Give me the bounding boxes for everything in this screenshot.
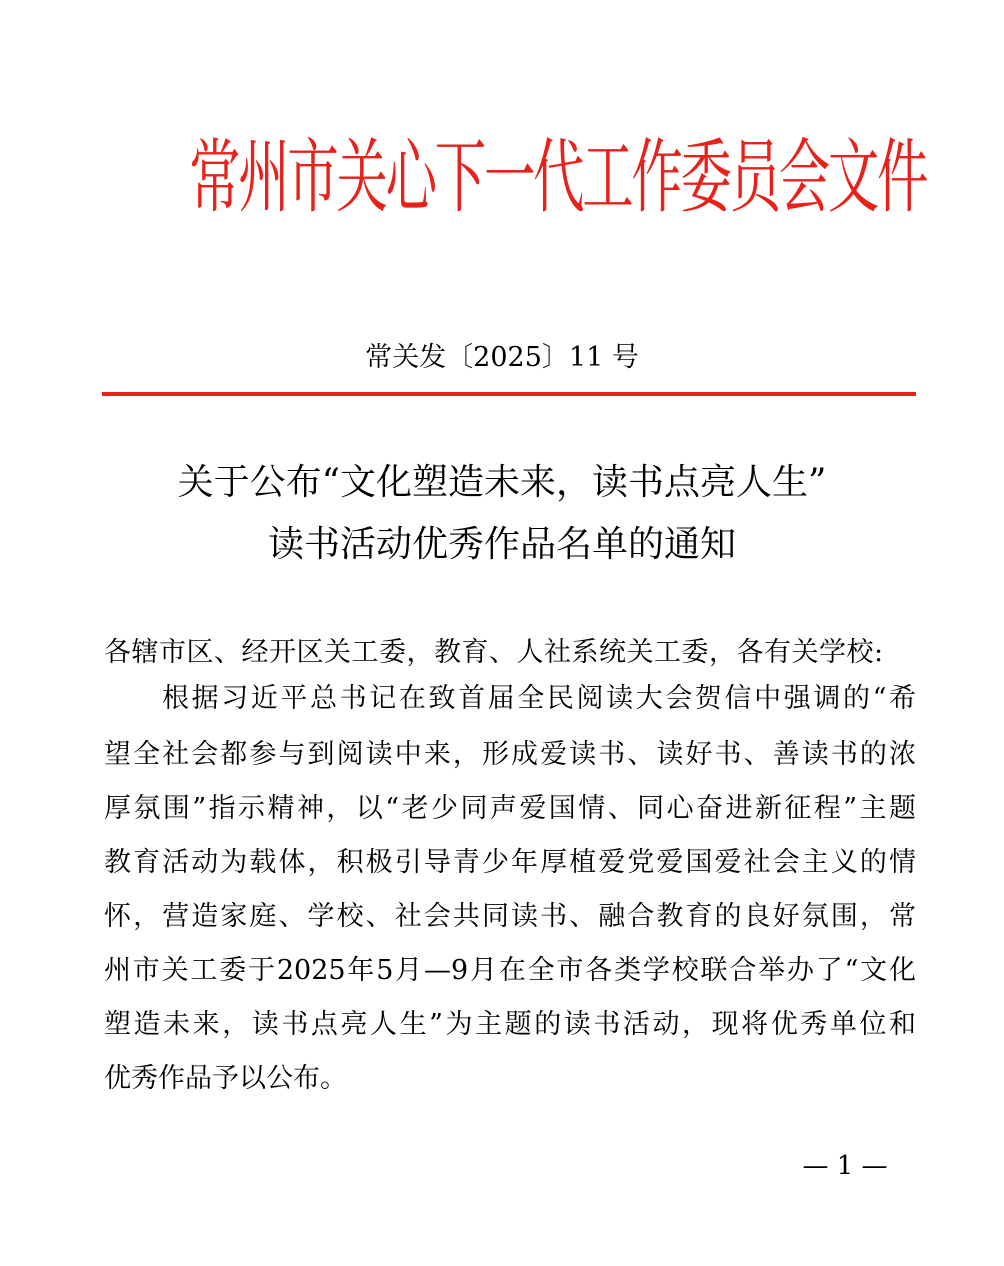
- body-line: 望全社会都参与到阅读中来，形成爱读书、读好书、善读书的浓: [104, 739, 916, 770]
- notice-title-line-2: 读书活动优秀作品名单的通知: [267, 524, 736, 565]
- page-number: — 1 —: [802, 1151, 888, 1181]
- body-line: 优秀作品予以公布。: [104, 1063, 347, 1094]
- salutation: 各辖市区、经开区关工委，教育、人社系统关工委，各有关学校:: [104, 637, 884, 668]
- body-line: 厚氛围”指示精神，以“老少同声爱国情、同心奋进新征程”主题: [104, 793, 916, 824]
- body-line: 怀，营造家庭、学校、社会共同读书、融合教育的良好氛围，常: [104, 901, 916, 932]
- notice-title: [0, 452, 1004, 576]
- document-number: 常关发〔2025〕11 号: [365, 342, 639, 373]
- notice-title-line-1: 关于公布“文化塑造未来，读书点亮人生”: [177, 462, 827, 503]
- body-line: 塑造未来，读书点亮人生”为主题的读书活动，现将优秀单位和: [104, 1009, 916, 1040]
- body-line: 根据习近平总书记在致首届全民阅读大会贺信中强调的“希: [162, 683, 916, 714]
- body-line: 教育活动为载体，积极引导青少年厚植爱党爱国爱社会主义的情: [104, 847, 916, 878]
- red-divider-rule: [102, 392, 916, 396]
- body-line: 州市关工委于2025年5月—9月在全市各类学校联合举办了“文化: [104, 955, 916, 986]
- masthead-title: 常州市关心下一代工作委员会文件: [189, 130, 927, 225]
